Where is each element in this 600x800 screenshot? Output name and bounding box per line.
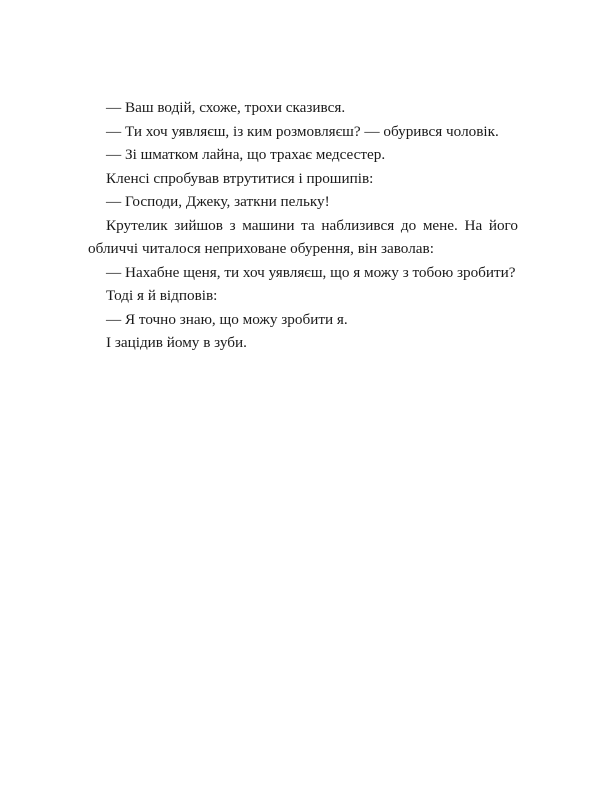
paragraph: Тоді я й відповів: <box>106 287 218 304</box>
paragraph: Крутелик зийшов з машини та наблизився до мене. На його обличчі читалося неприховане обурення, він заволав: <box>88 216 518 257</box>
page-text <box>88 96 518 355</box>
paragraph: — Господи, Джеку, заткни пельку! <box>106 193 330 210</box>
paragraph: Кленсі спробував втрутитися і прошипів: <box>106 169 374 187</box>
paragraph: — Я точно знаю, що можу зробити я. <box>106 310 348 328</box>
paragraph: — Зі шматком лайна, що трахає медсестер. <box>106 146 386 163</box>
paragraph: І зацідив йому в зуби. <box>106 334 247 351</box>
paragraph: — Нахабне щеня, ти хоч уявляєш, що я можу з тобою зробити? <box>106 263 516 281</box>
paragraph: — Ваш водій, схоже, трохи сказився. <box>106 99 346 116</box>
paragraph: — Ти хоч уявляєш, із ким розмовляєш? — обурився чоловік. <box>106 122 499 140</box>
